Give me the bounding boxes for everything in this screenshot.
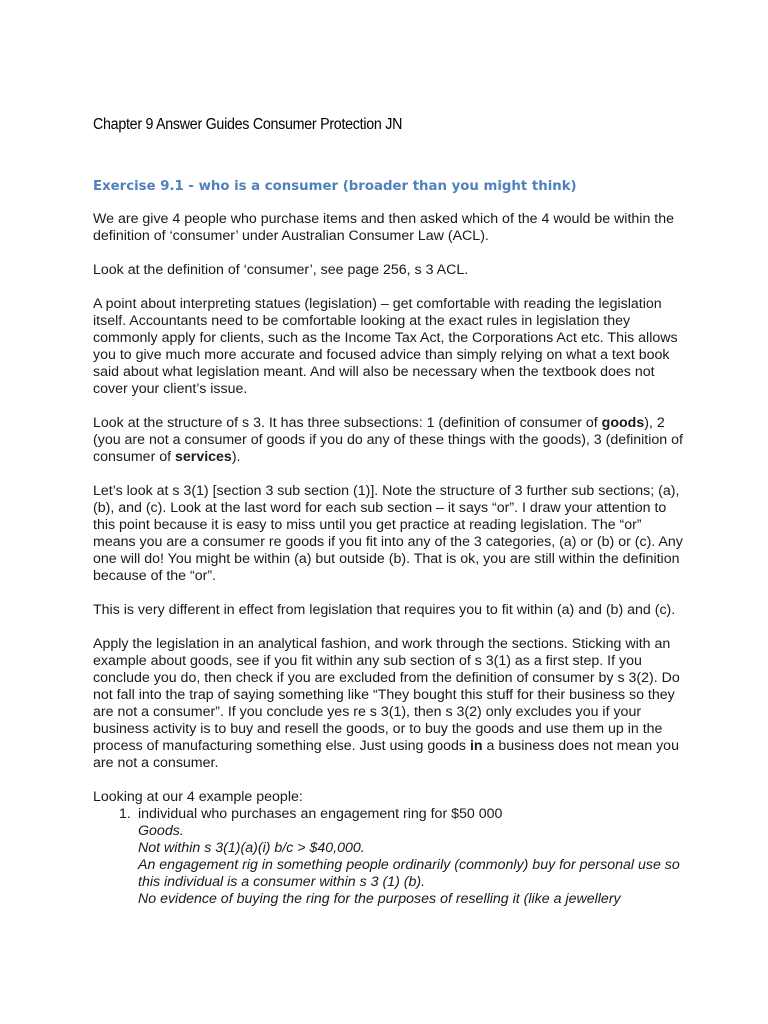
paragraph-subsections: Let’s look at s 3(1) [section 3 sub section (1)]. Note the structure of 3 further sub sections; (a), (b), and (c). Look at the last word for each sub section – it says “or”. I draw your attention to this point because it is easy to miss until you get practice at reading legislation. The “or” means you are a consumer re goods if you fit into any of the 3 categories, (a) or (b) or (c). Any one will do! You might be within (a) but outside (b). That is ok, you are still within the definition because of the “or”. [93,483,683,584]
list-item-note: Goods. [138,823,184,839]
structure-text-1: Look at the structure of s 3. It has three subsections: 1 (definition of consumer of [93,415,602,431]
structure-bold-services: services [175,449,232,465]
document-body [93,211,683,908]
exercise-heading: Exercise 9.1 - who is a consumer (broader than you might think) [93,179,577,194]
list-item-text: individual who purchases an engagement ring for $50 000 [138,806,503,822]
list-item [93,806,683,908]
paragraph-interpreting-statutes: A point about interpreting statues (legislation) – get comfortable with reading the legislation itself. Accountants need to be comfortable looking at the exact rules in legislation they commonly apply for clients, such as the Income Tax Act, the Corporations Act etc. This allows you to give much more accurate and focused advice than simply relying on what a text book said about what legislation meant. And will also be necessary when the textbook does not cover your client’s issue. [93,296,678,397]
paragraph-and-requirement: This is very different in effect from legislation that requires you to fit within (a) and (b) and (c). [93,602,676,618]
list-item-note: No evidence of buying the ring for the purposes of reselling it (like a jewellery [138,891,621,907]
apply-text-2: a business does not mean you are not a consumer. [93,738,679,771]
paragraph-examples-intro: Looking at our 4 example people: [93,789,303,805]
paragraph-intro: We are give 4 people who purchase items and then asked which of the 4 would be within the definition of ‘consumer’ under Australian Consumer Law (ACL). [93,211,674,244]
paragraph-structure [93,415,683,466]
apply-text-1: Apply the legislation in an analytical fashion, and work through the sections. Sticking with an example about goods, see if you fit within any sub section of s 3(1) as a first step. If you conclude you do, then check if you are excluded from the definition of consumer by s 3(2). Do not fall into the trap of saying something like “They bought this stuff for their business so they are not a consumer”. If you conclude yes re s 3(1), then s 3(2) only excludes you if your business activity is to buy and resell the goods, or to buy the goods and use them up in the process of manufacturing something else. Just using goods [93,636,680,754]
structure-text-2: ), 2 (you are not a consumer of goods if you do any of these things with the goods), 3 (definition of consumer of [93,415,683,465]
structure-bold-goods: goods [601,415,645,431]
list-item-number: 1. [119,806,131,822]
paragraph-definition: Look at the definition of ‘consumer’, see page 256, s 3 ACL. [93,262,469,278]
structure-text-3: ). [231,449,241,465]
paragraph-apply-legislation [93,636,683,772]
apply-bold-in: in [469,738,483,754]
example-list [93,806,683,908]
list-item-note: An engagement rig in something people ordinarily (commonly) buy for personal use so this individual is a consumer within s 3 (1) (b). [138,857,680,890]
document-title: Chapter 9 Answer Guides Consumer Protection JN [93,116,403,133]
list-item-note: Not within s 3(1)(a)(i) b/c > $40,000. [138,840,365,856]
